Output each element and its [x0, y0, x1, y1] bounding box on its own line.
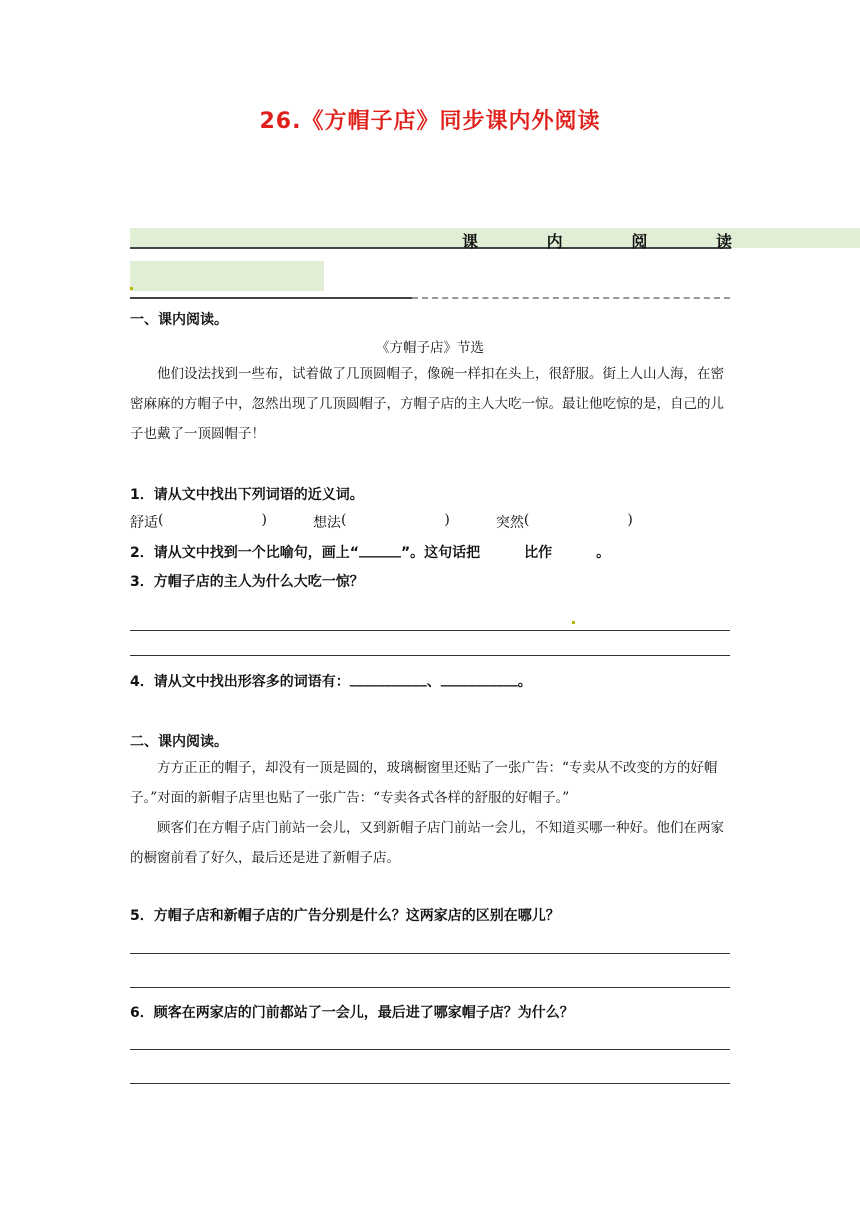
paren-close: )	[444, 512, 450, 528]
paren-close: )	[627, 512, 633, 528]
question-4	[130, 671, 532, 691]
divider-solid	[130, 297, 412, 299]
banner-heading	[462, 229, 732, 252]
question-6: 6．顾客在两家店的门前都站了一会儿，最后进了哪家帽子店？为什么？	[130, 1005, 574, 1021]
answer-line[interactable]	[130, 1083, 730, 1084]
question-1: 1．请从文中找出下列词语的近义词。	[130, 487, 364, 503]
answer-line[interactable]	[130, 953, 730, 954]
paren-open: (	[158, 512, 164, 528]
answer-line[interactable]	[130, 987, 730, 988]
passage2-paragraph-1: 方方正正的帽子，却没有一顶是圆的，玻璃橱窗里还贴了一张广告：“专卖从不改变的方的好帽子。”对面的新帽子店里也贴了一张广告：“专卖各式各样的舒服的好帽子。”	[130, 760, 718, 806]
underline-blank[interactable]: ___________	[440, 671, 518, 687]
banner-char: 读	[715, 232, 732, 251]
banner-char: 课	[462, 232, 479, 251]
question-3: 3．方帽子店的主人为什么大吃一惊？	[130, 574, 364, 590]
passage2-paragraph-2: 顾客们在方帽子店门前站一会儿，又到新帽子店门前站一会儿，不知道买哪一种好。他们在两家的橱窗前看了好久，最后还是进了新帽子店。	[130, 820, 724, 866]
synonym-word: 突然	[495, 515, 524, 531]
synonym-word: 想法	[312, 515, 341, 531]
answer-blank[interactable]	[163, 512, 261, 532]
question-4-text: 4．请从文中找出形容多的词语有：	[130, 674, 350, 690]
section1-heading: 一、课内阅读。	[130, 312, 228, 328]
question-2-text: ”。这句话把	[400, 545, 481, 561]
passage-title: 《方帽子店》节选	[376, 340, 484, 356]
paren-close: )	[261, 512, 267, 528]
question-2	[130, 542, 610, 562]
divider-dashed	[412, 297, 730, 299]
question-4-end: 。	[517, 674, 532, 690]
decoration-dot	[572, 621, 575, 624]
answer-blank[interactable]	[346, 512, 444, 532]
answer-line[interactable]	[130, 1049, 730, 1050]
answer-line[interactable]	[130, 630, 730, 631]
question-2-text: 比作	[524, 545, 553, 561]
section2-heading: 二、课内阅读。	[130, 734, 228, 750]
paren-open: (	[523, 512, 530, 528]
banner-sub-box	[130, 261, 324, 291]
answer-blank[interactable]	[529, 512, 627, 532]
page-title: 26.《方帽子店》同步课内外阅读	[259, 109, 601, 134]
answer-blank[interactable]	[480, 542, 524, 562]
underline-blank[interactable]: ___________	[349, 671, 427, 687]
answer-line[interactable]	[130, 655, 730, 656]
banner-char: 阅	[631, 232, 648, 251]
answer-blank[interactable]	[552, 542, 596, 562]
synonym-row	[130, 512, 633, 532]
underline-blank: ______	[358, 542, 401, 558]
paren-open: (	[340, 512, 347, 528]
question-5: 5．方帽子店和新帽子店的广告分别是什么？这两家店的区别在哪儿？	[130, 908, 560, 924]
synonym-word: 舒适	[130, 515, 158, 531]
question-2-text: 。	[596, 545, 611, 561]
question-2-text: 2．请从文中找到一个比喻句，画上“	[130, 545, 359, 561]
separator: 、	[426, 674, 441, 690]
decoration-dot	[130, 287, 133, 290]
passage-text: 他们设法找到一些布，试着做了几顶圆帽子，像碗一样扣在头上，很舒服。街上人山人海，在密密麻麻的方帽子中，忽然出现了几顶圆帽子，方帽子店的主人大吃一惊。最让他吃惊的是，自己的儿子也戴了一顶圆帽子！	[130, 366, 724, 442]
banner-char: 内	[546, 232, 563, 251]
